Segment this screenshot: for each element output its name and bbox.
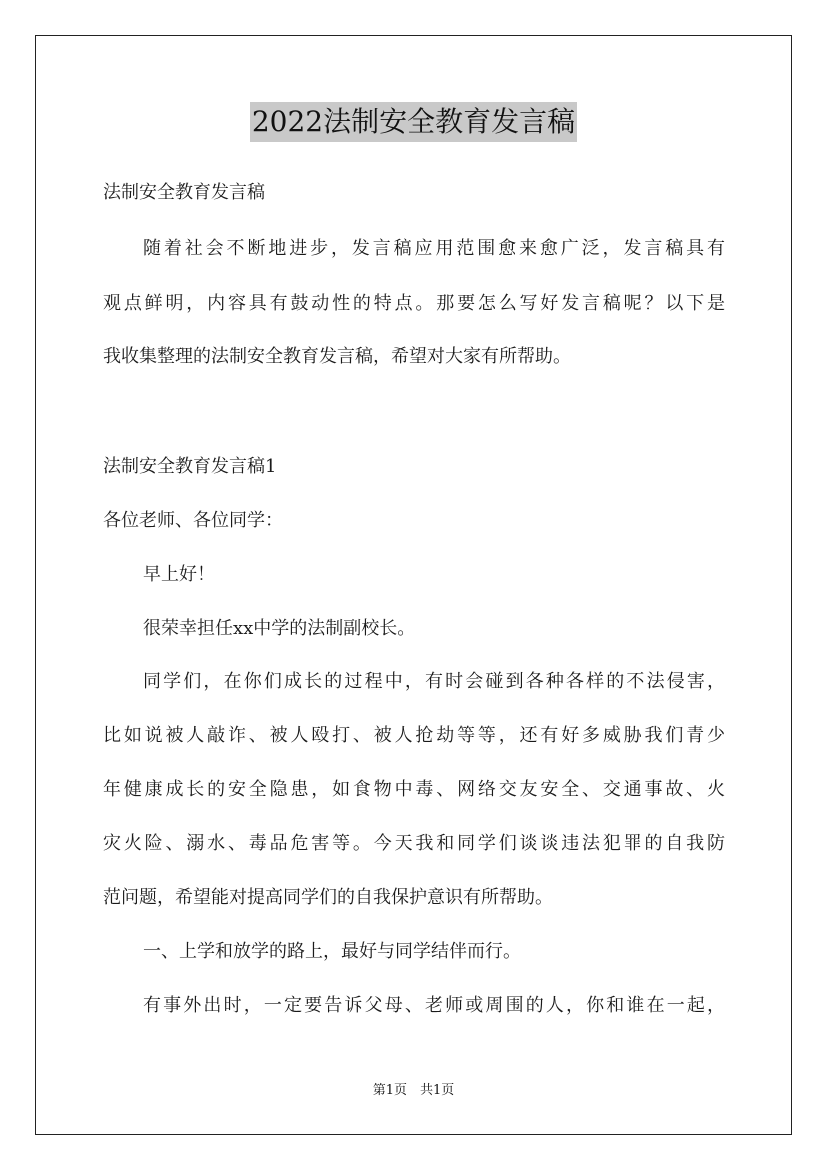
point-one-heading: 一、上学和放学的路上，最好与同学结伴而行。 (143, 941, 521, 962)
document-title: 2022法制安全教育发言稿 (250, 102, 577, 142)
self-intro: 很荣幸担任xx中学的法制副校长。 (143, 618, 416, 639)
body-line-4: 灾火险、溺水、毒品危害等。今天我和同学们谈谈违法犯罪的自我防 (103, 833, 725, 854)
intro-line-1: 随着社会不断地进步，发言稿应用范围愈来愈广泛，发言稿具有 (143, 238, 725, 259)
document-subtitle: 法制安全教育发言稿 (103, 182, 265, 203)
title-container (0, 102, 827, 142)
point-one-text: 有事外出时，一定要告诉父母、老师或周围的人，你和谁在一起， (143, 995, 725, 1016)
intro-line-3: 我收集整理的法制安全教育发言稿，希望对大家有所帮助。 (103, 346, 571, 367)
body-line-1: 同学们，在你们成长的过程中，有时会碰到各种各样的不法侵害， (143, 671, 725, 692)
page-footer: 第1页 共1页 (372, 1083, 455, 1098)
body-line-3: 年健康成长的安全隐患，如食物中毒、网络交友安全、交通事故、火 (103, 779, 725, 800)
body-line-2: 比如说被人敲诈、被人殴打、被人抢劫等等，还有好多威胁我们青少 (103, 725, 725, 746)
salutation: 各位老师、各位同学： (103, 510, 283, 531)
body-line-5: 范问题，希望能对提高同学们的自我保护意识有所帮助。 (103, 887, 553, 908)
greeting: 早上好！ (143, 564, 215, 585)
intro-line-2: 观点鲜明，内容具有鼓动性的特点。那要怎么写好发言稿呢？以下是 (103, 293, 725, 314)
section-heading: 法制安全教育发言稿1 (103, 456, 277, 477)
